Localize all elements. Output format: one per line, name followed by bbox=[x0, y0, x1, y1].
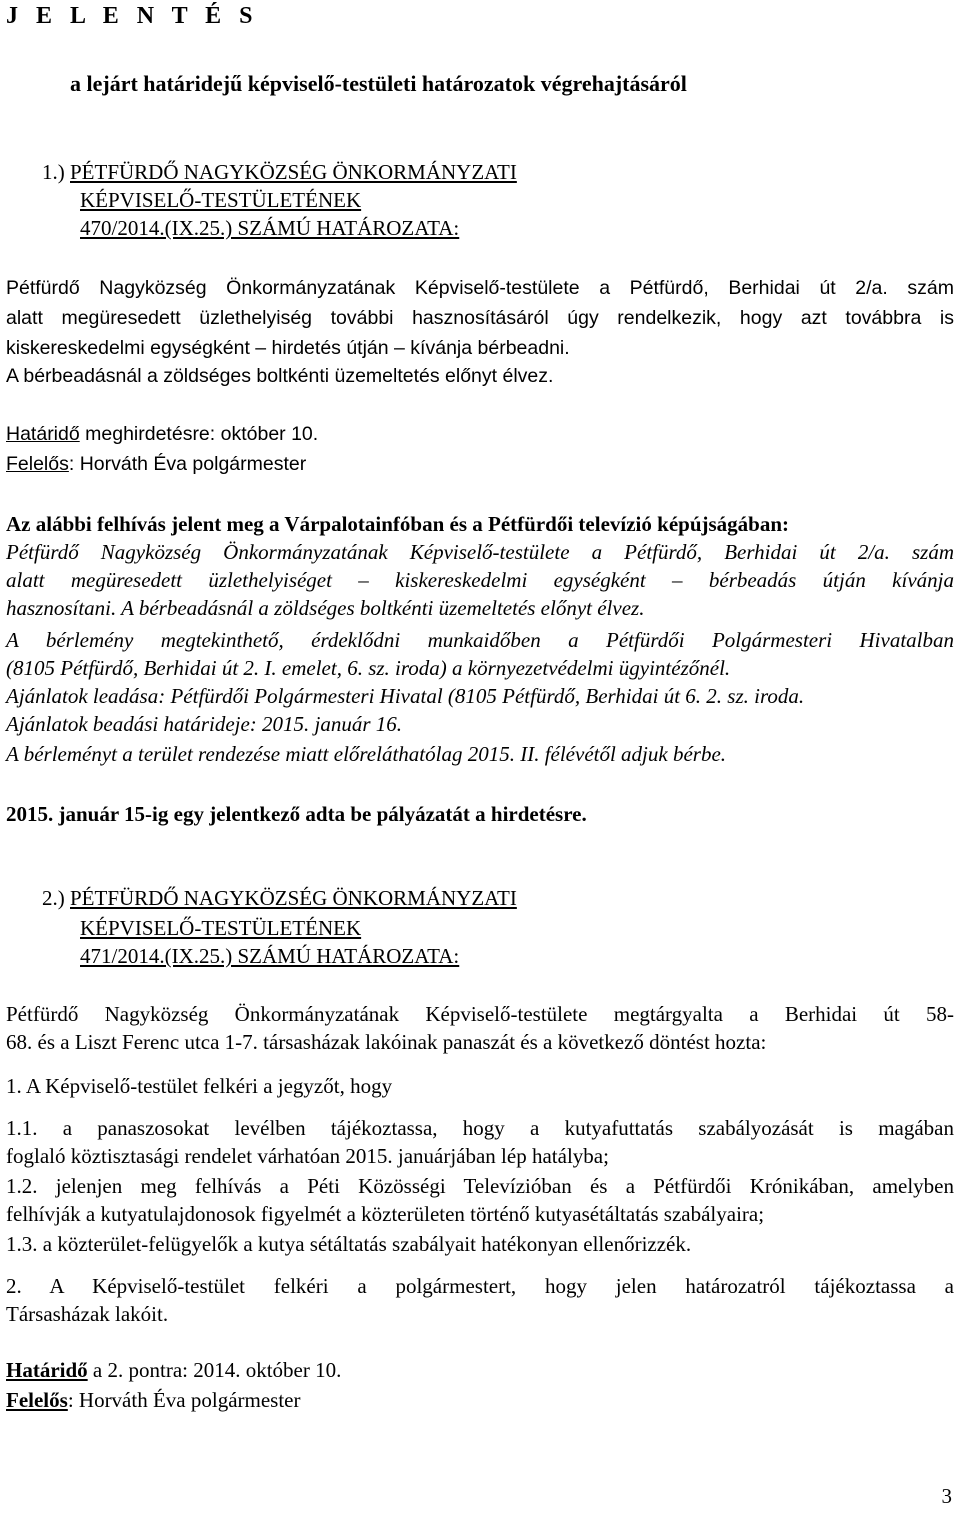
section1-number: 1.) bbox=[42, 160, 65, 184]
notice-heading: Az alábbi felhívás jelent meg a Várpalotainfóban és a Pétfürdői televízió képújságában: bbox=[6, 512, 790, 536]
section1-heading-line2: KÉPVISELŐ-TESTÜLETÉNEK bbox=[80, 188, 362, 212]
section1-text-line: Pétfürdő Nagyközség Önkormányzatának Képviselő-testülete a Pétfürdő, Berhidai út 2/a. szám bbox=[6, 277, 954, 299]
notice-line: Ajánlatok beadási határideje: 2015. január 16. bbox=[6, 712, 403, 736]
section1-text-line: alatt megüresedett üzlethelyiség további hasznosításáról úgy rendelkezik, hogy azt továbbra is bbox=[6, 307, 954, 329]
notice-line: alatt megüresedett üzlethelyiséget – kiskereskedelmi egységként – bérbeadás útján kívánja bbox=[6, 568, 954, 592]
notice-line: (8105 Pétfürdő, Berhidai út 2. I. emelet, 6. sz. iroda) a környezetvédelmi ügyintézőnél. bbox=[6, 656, 731, 680]
responsible-label: Felelős bbox=[6, 1388, 68, 1412]
section2-item-1-2: felhívják a kutyatulajdonosok figyelmét a közterületen történő kutyasétáltatás szabályaira; bbox=[6, 1202, 765, 1226]
section2-responsible bbox=[6, 1388, 954, 1412]
section2-item-2: Társasházak lakóit. bbox=[6, 1302, 169, 1326]
notice-line: Ajánlatok leadása: Pétfürdői Polgármesteri Hivatal (8105 Pétfürdő, Berhidai út 6. 2. sz. iroda. bbox=[6, 684, 805, 708]
notice-line: A bérlemény megtekinthető, érdeklődni munkaidőben a Pétfürdői Polgármesteri Hivatalban bbox=[6, 628, 954, 652]
responsible-text: : Horváth Éva polgármester bbox=[68, 453, 307, 475]
section1-text-line: kiskereskedelmi egységként – hirdetés útján – kívánja bérbeadni. bbox=[6, 337, 570, 359]
page-number: 3 bbox=[941, 1484, 952, 1508]
report-title: J E L E N T É S bbox=[6, 3, 259, 29]
section2-number: 2.) bbox=[42, 886, 65, 910]
section1-heading bbox=[42, 160, 954, 184]
section1-text-line: A bérbeadásnál a zöldséges boltkénti üzemeltetés előnyt élvez. bbox=[6, 365, 554, 387]
notice-line: A bérleményt a terület rendezése miatt előreláthatólag 2015. II. félévétől adjuk bérbe. bbox=[6, 742, 727, 766]
section1-heading-line3: 470/2014.(IX.25.) SZÁMÚ HATÁROZATA: bbox=[80, 216, 460, 240]
section2-item-1: 1. A Képviselő-testület felkéri a jegyzőt, hogy bbox=[6, 1074, 393, 1098]
section2-text-line: Pétfürdő Nagyközség Önkormányzatának Képviselő-testülete megtárgyalta a Berhidai út 58- bbox=[6, 1002, 954, 1026]
deadline-label: Határidő bbox=[6, 1358, 88, 1382]
section2-text-line: 68. és a Liszt Ferenc utca 1-7. társasházak lakóinak panaszát és a következő döntést hozta: bbox=[6, 1030, 767, 1054]
section2-item-2: 2. A Képviselő-testület felkéri a polgármestert, hogy jelen határozatról tájékoztassa a bbox=[6, 1274, 954, 1298]
report-subtitle: a lejárt határidejű képviselő-testületi határozatok végrehajtásáról bbox=[70, 71, 687, 96]
deadline-label: Határidő bbox=[6, 423, 80, 445]
deadline-text: meghirdetésre: október 10. bbox=[79, 423, 319, 445]
section2-item-1-1: foglaló köztisztasági rendelet várhatóan 2015. januárjában lép hatályba; bbox=[6, 1144, 609, 1168]
section1-deadline bbox=[6, 422, 954, 446]
section2-deadline bbox=[6, 1358, 954, 1382]
responsible-text: : Horváth Éva polgármester bbox=[67, 1388, 301, 1412]
section2-heading-line2: KÉPVISELŐ-TESTÜLETÉNEK bbox=[80, 916, 362, 940]
section2-heading bbox=[42, 886, 954, 910]
section1-heading-line1: PÉTFÜRDŐ NAGYKÖZSÉG ÖNKORMÁNYZATI bbox=[70, 160, 517, 184]
section2-item-1-3: 1.3. a közterület-felügyelők a kutya sétáltatás szabályait hatékonyan ellenőrizzék. bbox=[6, 1232, 692, 1256]
responsible-label: Felelős bbox=[6, 453, 69, 475]
section2-item-1-2: 1.2. jelenjen meg felhívás a Péti Közösségi Televízióban és a Pétfürdői Krónikában, amelyben bbox=[6, 1174, 954, 1198]
section1-result: 2015. január 15-ig egy jelentkező adta be pályázatát a hirdetésre. bbox=[6, 802, 587, 826]
section1-responsible bbox=[6, 452, 954, 476]
section2-item-1-1: 1.1. a panaszosokat levélben tájékoztassa, hogy a kutyafuttatás szabályozását is magában bbox=[6, 1116, 954, 1140]
section2-heading-line1: PÉTFÜRDŐ NAGYKÖZSÉG ÖNKORMÁNYZATI bbox=[70, 886, 517, 910]
notice-line: hasznosítani. A bérbeadásnál a zöldséges boltkénti üzemeltetés előnyt élvez. bbox=[6, 596, 645, 620]
section2-heading-line3: 471/2014.(IX.25.) SZÁMÚ HATÁROZATA: bbox=[80, 944, 460, 968]
notice-line: Pétfürdő Nagyközség Önkormányzatának Képviselő-testülete a Pétfürdő, Berhidai út 2/a. szám bbox=[6, 540, 954, 564]
deadline-text: a 2. pontra: 2014. október 10. bbox=[87, 1358, 342, 1382]
